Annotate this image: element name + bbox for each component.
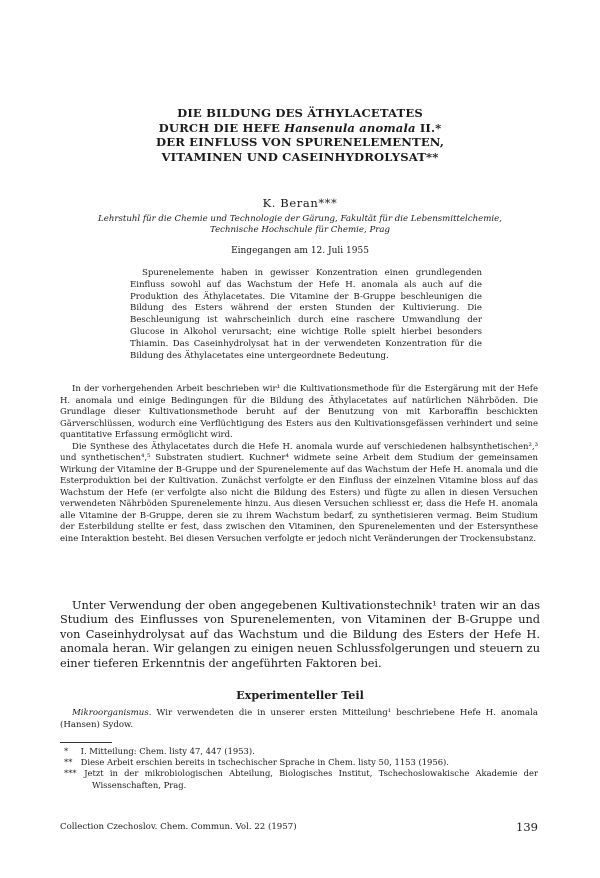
- footnote-text: I. Mitteilung: Chem. listy 47, 447 (1953).: [80, 746, 255, 756]
- abstract: Spurenelemente haben in gewisser Konzentration einen grundlegenden Einfluss sowohl auf das Wachstum der Hefe H. anomala als auch auf die Produktion des Äthylacetates. Die Vitamine der B-Gruppe beschleunigen die Bildung des Esters während der ersten Stunden der Kultivierung. Die Beschleunigung ist wahrscheinlich durch eine raschere Umwandlung der Glucose in Alkohol verursacht; eine wichtige Rolle spielt hierbei besonders Thiamin. Das Caseinhydrolysat hat in der verwendeten Konzentration für die Bildung des Äthylacetates eine untergeordnete Bedeutung.: [130, 268, 482, 361]
- footnote-divider: [60, 742, 112, 743]
- title-line-2-prefix: DURCH DIE HEFE: [158, 120, 285, 135]
- introduction: [60, 384, 538, 545]
- footnote-3: *** Jetzt in der mikrobiologischen Abteilung, Biologisches Institut, Tschechoslowakische Akademie der Wissenschaften, Prag.: [64, 768, 538, 790]
- intro-paragraph-1: In der vorhergehenden Arbeit beschrieben wir¹ die Kultivationsmethode für die Estergärung mit der Hefe H. anomala und einige Bedingungen für die Bildung des Äthylacetates auf natürlichen Nährböden. Die Grundlage dieser Kultivationsmethode beruht auf der Benutzung von mit Karboraffin beschickten Gärverschlüssen, wodurch eine Verflüchtigung des Esters aus den Kultivationsgefässen verhindert und seine quantitative Erfassung ermöglicht wird.: [60, 384, 538, 440]
- microorganisms-label: Mikroorganismus.: [72, 708, 152, 718]
- footnote-text: Diese Arbeit erschien bereits in tschechischer Sprache in Chem. listy 50, 1153 (1956).: [80, 757, 449, 768]
- footnote-2: ** Diese Arbeit erschien bereits in tschechischer Sprache in Chem. listy 50, 1153 (1956).: [64, 757, 449, 768]
- title-line-2-suffix: II.*: [415, 120, 442, 135]
- title-line-3: DER EINFLUSS VON SPURENELEMENTEN,: [156, 135, 444, 149]
- microorganisms-paragraph: [60, 708, 538, 731]
- section-heading: Experimenteller Teil: [236, 688, 364, 702]
- author-affiliation: [60, 214, 540, 236]
- title-line-2: [60, 121, 540, 136]
- affiliation-line-2: Technische Hochschule für Chemie, Prag: [210, 225, 390, 235]
- microorganisms-text: Wir verwendeten die in unserer ersten Mitteilung¹ beschriebene Hefe H. anomala (Hansen) Sydow.: [60, 708, 538, 730]
- title-species-name: Hansenula anomala: [284, 120, 416, 135]
- title-line-4: VITAMINEN UND CASEINHYDROLYSAT**: [161, 149, 439, 164]
- affiliation-line-1: Lehrstuhl für die Chemie und Technologie der Gärung, Fakultät für die Lebensmittelchemie,: [98, 214, 502, 224]
- footnote-text: Jetzt in der mikrobiologischen Abteilung, Biologisches Institut, Tschechoslowakische Akademie der Wissenschaften, Prag.: [84, 768, 538, 790]
- page-number: 139: [516, 820, 538, 834]
- received-date: Eingegangen am 12. Juli 1955: [231, 246, 369, 256]
- footnote-1: * I. Mitteilung: Chem. listy 47, 447 (1953).: [64, 746, 255, 756]
- title-line-1: DIE BILDUNG DES ÄTHYLACETATES: [177, 106, 423, 120]
- footnotes: [60, 746, 538, 791]
- intro-paragraph-2: Die Synthese des Äthylacetates durch die Hefe H. anomala wurde auf verschiedenen halbsynthetischen²,³ und synthetischen⁴,⁵ Substraten studiert. Kuchner⁴ widmete seine Arbeit dem Studium der gemeinsamen Wirkung der Vitamine der B-Gruppe und der Spurenelemente auf das Wachstum der Hefe H. anomala und die Esterproduktion bei der Kultivation. Zunächst verfolgte er den Einfluss der einzelnen Vitamine bloss auf das Wachstum der Hefe (er verfolgte also nicht die Bildung des Esters) und fügte zu allen in diesen Versuchen verwendeten Nährböden Spurenelemente hinzu. Aus diesen Versuchen schliesst er, dass die Hefe H. anomala alle Vitamine der B-Gruppe, deren sie zu ihrem Wachstum bedarf, zu synthetisieren vermag. Beim Studium der Esterbildung stellte er fest, dass zwischen den Vitaminen, den Spurenelementen und der Estersynthese eine Interaktion besteht. Bei diesen Versuchen verfolgte er jedoch nicht Veränderungen der Trockensubstanz.: [60, 441, 538, 544]
- article-title: [60, 106, 540, 164]
- main-paragraph: Unter Verwendung der oben angegebenen Kultivationstechnik¹ traten wir an das Studium des Einflusses von Spurenelementen, von Vitaminen der B-Gruppe und von Caseinhydrolysat auf das Wachstum und die Bildung des Esters der Hefe H. anomala heran. Wir gelangen zu einigen neuen Schlussfolgerungen und steuern zu einer tieferen Erkenntnis der angeführten Faktoren bei.: [60, 599, 540, 670]
- journal-citation: Collection Czechoslov. Chem. Commun. Vol. 22 (1957): [60, 822, 297, 832]
- author-name: K. Beran***: [262, 196, 338, 210]
